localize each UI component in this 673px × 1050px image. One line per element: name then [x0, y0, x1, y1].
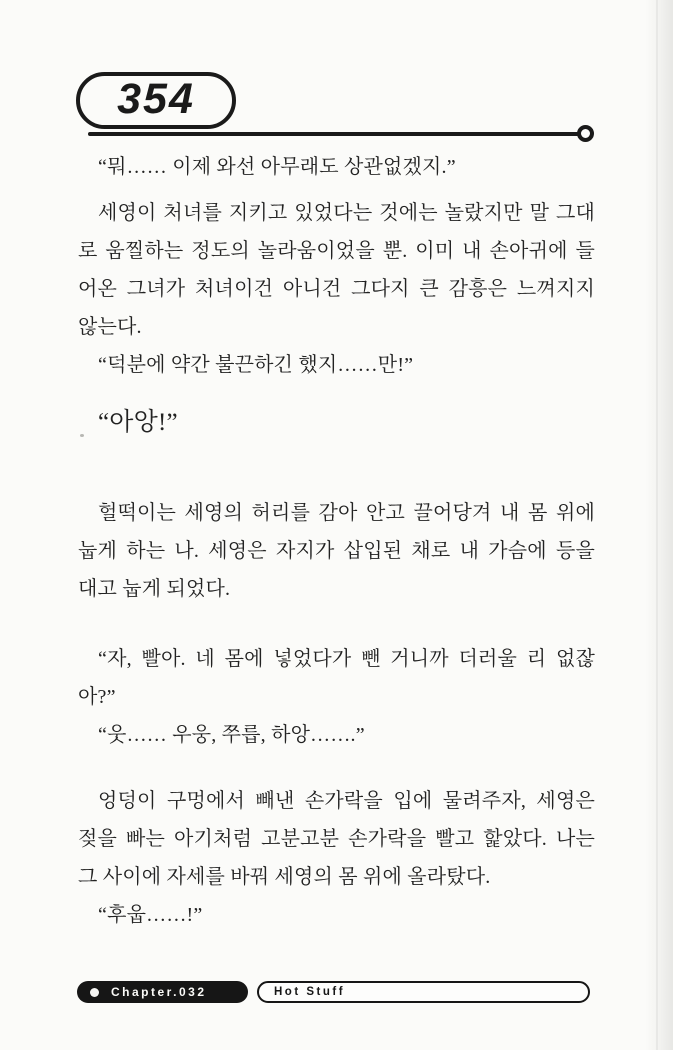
scan-speck [80, 434, 84, 437]
page-edge-shadow [645, 0, 673, 1050]
text-line: “뭐…… 이제 와선 아무래도 상관없겠지.” [98, 156, 456, 178]
chapter-label: Chapter.032 [111, 985, 207, 999]
page-number: 354 [117, 74, 195, 123]
text-line: 대고 눕게 되었다. [78, 578, 231, 600]
text-line: “웃…… 우웅, 쭈릅, 하앙…….” [98, 724, 365, 746]
text-line: 로 움찔하는 정도의 놀라움이었을 뿐. 이미 내 손아귀에 들 [78, 240, 595, 262]
text-line: 어온 그녀가 처녀이건 아니건 그다지 큰 감흥은 느껴지지 [78, 278, 595, 300]
text-line: 눕게 하는 나. 세영은 자지가 삽입된 채로 내 가슴에 등을 [78, 540, 595, 562]
header-rule [88, 132, 586, 136]
page-text [78, 148, 595, 934]
text-line: “후웁……!” [98, 904, 203, 926]
text-line: “덕분에 약간 불끈하긴 했지……만!” [98, 354, 414, 376]
text-line: 그 사이에 자세를 바꿔 세영의 몸 위에 올라탔다. [78, 866, 491, 888]
text-line: 아?” [78, 686, 116, 708]
book-title-label: Hot Stuff [274, 986, 346, 998]
text-line: 세영이 처녀를 지키고 있었다는 것에는 놀랐지만 말 그대 [98, 202, 595, 224]
book-title-badge [257, 981, 590, 1003]
text-line: 젖을 빠는 아기처럼 고분고분 손가락을 빨고 핥았다. 나는 [78, 828, 595, 850]
text-line: 엉덩이 구멍에서 빼낸 손가락을 입에 물려주자, 세영은 [98, 790, 595, 812]
bullet-icon [90, 988, 99, 997]
text-line: “자, 빨아. 네 몸에 넣었다가 뺀 거니까 더러울 리 없잖 [98, 648, 595, 670]
text-line: 헐떡이는 세영의 허리를 감아 안고 끌어당겨 내 몸 위에 [98, 502, 595, 524]
chapter-badge [77, 981, 248, 1003]
line-end-ring-icon [577, 125, 594, 142]
text-line: 않는다. [78, 316, 142, 338]
text-line: “아앙!” [98, 409, 178, 436]
page-number-badge [76, 72, 236, 129]
page-edge-line [656, 0, 658, 1050]
